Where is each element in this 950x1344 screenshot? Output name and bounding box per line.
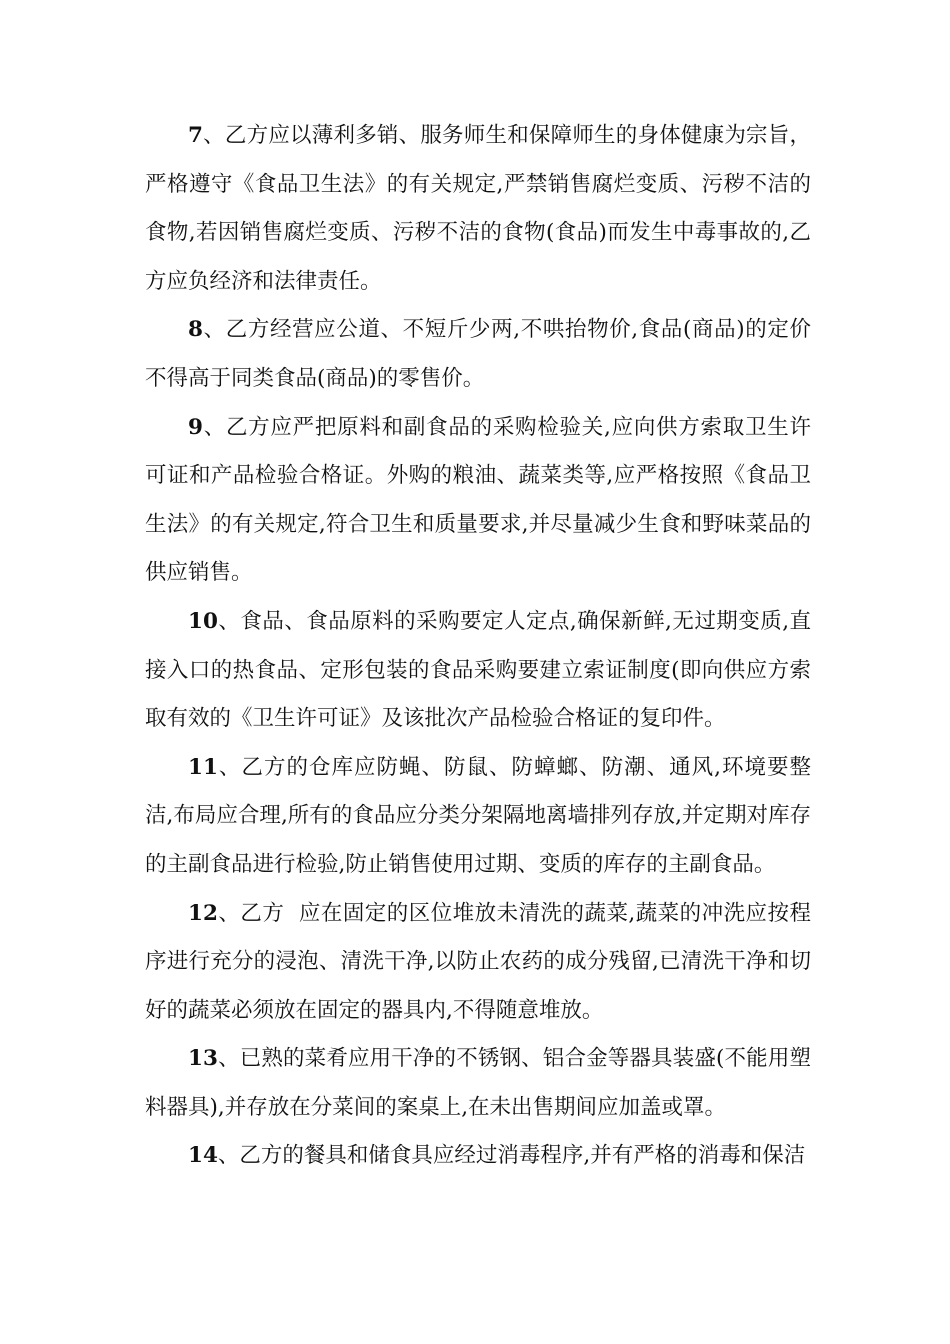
clause-text: 、乙方应以薄利多销、服务师生和保障师生的身体健康为宗旨，严格遵守《食品卫生法》的有关规定,严禁销售腐烂变质、污秽不洁的食物,若因销售腐烂变质、污秽不洁的食物(食品)而发生中毒事故的,乙方应负经济和法律责任。 — [145, 123, 811, 294]
clause-text: 、已熟的菜肴应用干净的不锈钢、铝合金等器具装盛(不能用塑料器具),并存放在分菜间的案桌上,在未出售期间应加盖或罩。 — [145, 1046, 811, 1120]
clause-text: 、乙方的餐具和储食具应经过消毒程序,并有严格的消毒和保洁 — [217, 1143, 806, 1169]
clause-8 — [145, 306, 811, 403]
clause-number: 12 — [188, 900, 218, 926]
clause-number: 13 — [188, 1046, 218, 1072]
clause-number: 10 — [188, 608, 218, 634]
clause-number: 7 — [188, 123, 203, 148]
clause-12 — [145, 890, 811, 1036]
clause-7 — [145, 112, 811, 306]
clause-number: 8 — [188, 317, 203, 343]
clause-9 — [145, 404, 811, 598]
clause-text: 、乙方经营应公道、不短斤少两,不哄抬物价,食品(商品)的定价不得高于同类食品(商品)的零售价。 — [145, 317, 811, 391]
clause-text: 、乙方 应在固定的区位堆放未清洗的蔬菜,蔬菜的冲洗应按程序进行充分的浸泡、清洗干净,以防止农药的成分残留,已清洗干净和切好的蔬菜必须放在固定的器具内,不得随意堆放。 — [145, 900, 811, 1023]
clause-13 — [145, 1035, 811, 1132]
document-page — [145, 112, 811, 1181]
clause-text: 、乙方应严把原料和副食品的采购检验关,应向供方索取卫生许可证和产品检验合格证。外购的粮油、蔬菜类等,应严格按照《食品卫生法》的有关规定,符合卫生和质量要求,并尽量减少生食和野味菜品的供应销售。 — [145, 414, 811, 586]
clause-11 — [145, 744, 811, 890]
clause-number: 9 — [188, 414, 203, 440]
clause-number: 14 — [188, 1143, 218, 1169]
clause-text: 、乙方的仓库应防蝇、防鼠、防蟑螂、防潮、通风,环境要整洁,布局应合理,所有的食品应分类分架隔地离墙排列存放,并定期对库存的主副食品进行检验,防止销售使用过期、变质的库存的主副食品。 — [145, 754, 811, 877]
clause-text: 、食品、食品原料的采购要定人定点,确保新鲜,无过期变质,直接入口的热食品、定形包装的食品采购要建立索证制度(即向供应方索取有效的《卫生许可证》及该批次产品检验合格证的复印件。 — [145, 608, 811, 732]
clause-10 — [145, 598, 811, 744]
clause-number: 11 — [188, 754, 218, 780]
clause-14 — [145, 1132, 811, 1181]
